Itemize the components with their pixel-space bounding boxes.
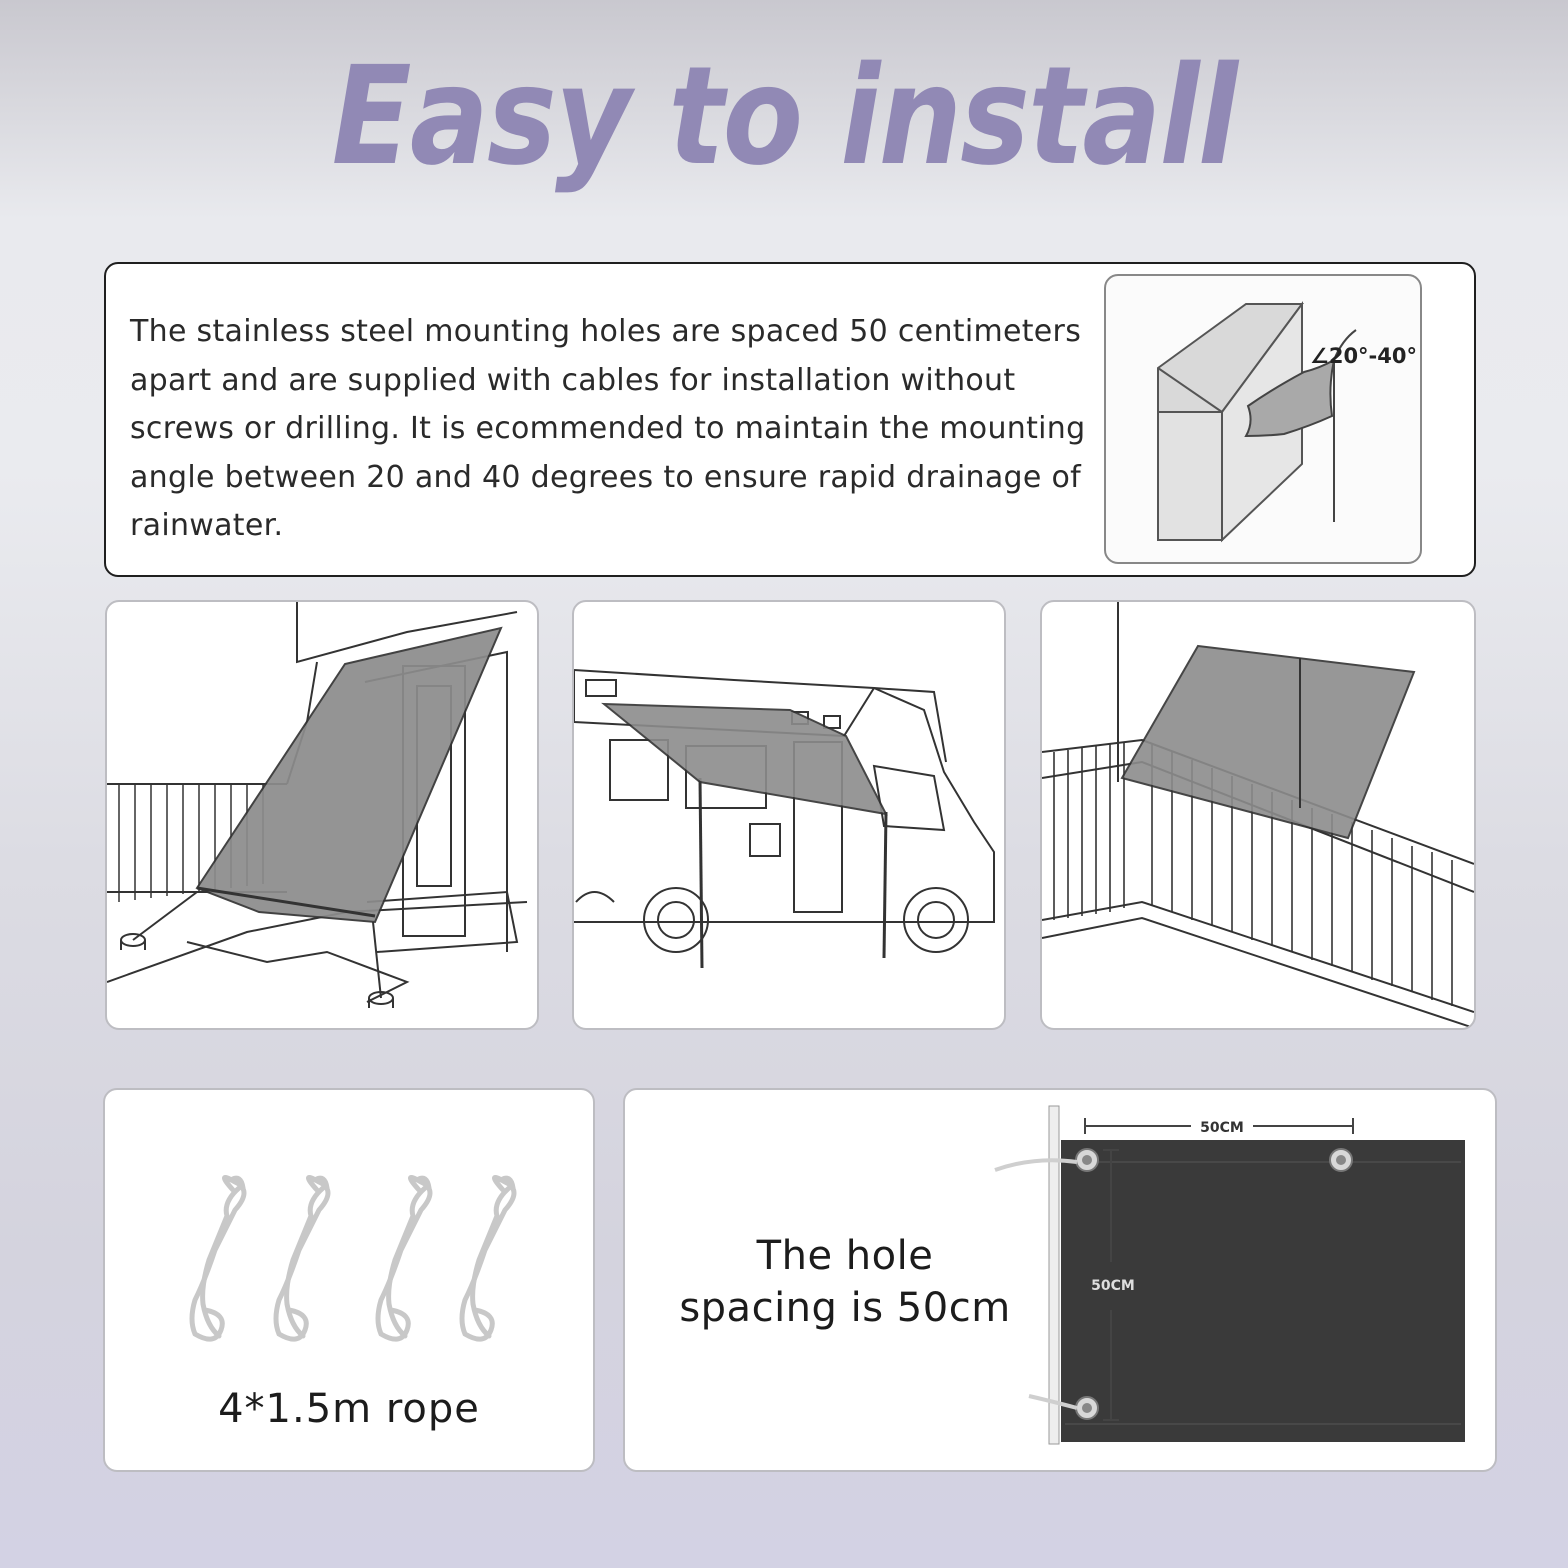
rope-card	[103, 1088, 595, 1472]
grommet-icon	[1076, 1149, 1098, 1171]
hole-spacing-card	[623, 1088, 1497, 1472]
grommet-icon	[1076, 1397, 1098, 1419]
horizontal-dimension-label: 50CM	[1200, 1120, 1244, 1136]
camper-van-scene	[572, 600, 1006, 1030]
vertical-dimension-label: 50CM	[1091, 1278, 1135, 1294]
grommet-icon	[1330, 1149, 1352, 1171]
balcony-sunshade-illustration	[1042, 602, 1474, 1028]
rope-icon	[462, 1178, 514, 1340]
rope-icon	[378, 1178, 430, 1340]
hole-caption-line1: The hole	[756, 1233, 934, 1279]
rope-bundles-illustration	[105, 1090, 593, 1370]
terrace-sunshade-illustration	[107, 602, 537, 1028]
grommet-panel-illustration	[625, 1090, 1495, 1470]
balcony-railing-scene	[1040, 600, 1476, 1030]
rope-icon	[192, 1178, 244, 1340]
angle-label: ∠20°-40°	[1310, 344, 1417, 368]
page-title: Easy to install	[331, 38, 1237, 196]
building-awning-illustration	[1106, 276, 1420, 562]
description-text: The stainless steel mounting holes are spaced 50 centimeters apart and are supplied with cables for installation without screws or drilling. It is ecommended to maintain the mounting angle between 20 and 40 degrees to ensure rapid drainage of rainwater.	[130, 314, 1086, 543]
rope-icon	[276, 1178, 328, 1340]
info-card	[104, 262, 1476, 577]
terrace-door-scene	[105, 600, 539, 1030]
hole-caption-line2: spacing is 50cm	[679, 1285, 1011, 1331]
rope-caption: 4*1.5m rope	[218, 1386, 480, 1432]
camper-awning-illustration	[574, 602, 1004, 1028]
angle-diagram	[1104, 274, 1422, 564]
